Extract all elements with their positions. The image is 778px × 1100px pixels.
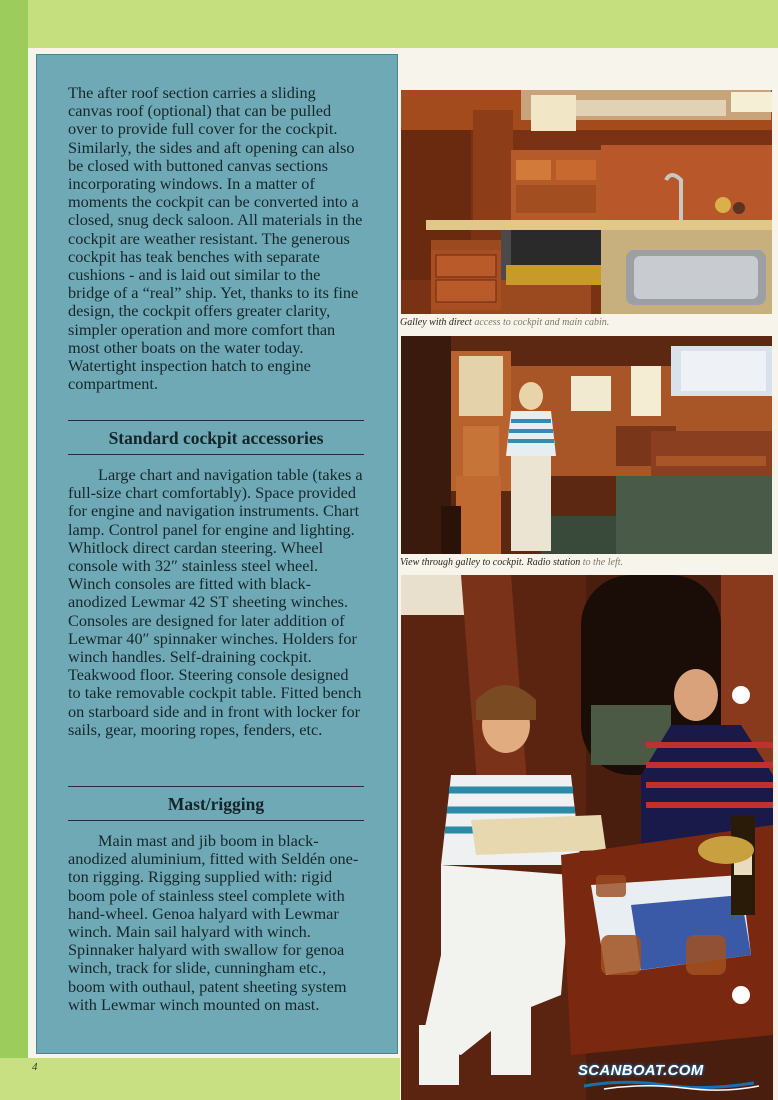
mast-rigging-paragraph: Main mast and jib boom in black-anodized aluminium, fitted with Seldén one-ton rigging. Rigging supplied with: rigid boom pole of stainless steel complete with hand-wheel. Genoa halyard with Lewmar winch. Main sail halyard with winch. Spinnaker halyard with swallow for genoa winch, track for slide, cunningham etc., boom with outhaul, patent sheeting system with Lewmar winch mounted on mast. [68, 831, 359, 1014]
galley-view-caption [400, 557, 772, 569]
heading-rule-bottom [68, 454, 364, 455]
intro-paragraph: The after roof section carries a sliding canvas roof (optional) that can be pulled over to provide full cover for the cockpit. Similarly, the sides and aft opening can also be closed with buttoned canvas sections incorporating windows. In a matter of moments the cockpit can be converted into a closed, snug deck saloon. All materials in the cockpit are weather resistant. The generous cockpit has teak benches with separate cushions - and is laid out similar to the bridge of a “real” ship. Yet, thanks to its fine design, the cockpit offers greater clarity, simpler operation and more comfort than most other boats on the water today. Watertight inspection hatch to engine compartment. [68, 83, 363, 394]
cockpit-accessories-paragraph: Large chart and navigation table (takes a full-size chart comfortably). Space provided for engine and navigation instruments. Chart lamp. Control panel for engine and lighting. Whitlock direct cardan steering. Wheel console with 32″ stainless steel wheel. Winch consoles are fitted with black-anodized Lewmar 42 ST sheeting winches. Consoles are designed for later addition of Lewmar 40″ spinnaker winches. Holders for winch handles. Self-draining cockpit. Teakwood floor. Steering console designed to take removable cockpit table. Fitted bench on starboard side and in front with locker for sails, gear, mooring ropes, fenders, etc. [68, 465, 363, 739]
heading-rule-bottom [68, 820, 364, 821]
galley-view-caption-light: to the left. [582, 557, 624, 568]
page-left-band [0, 0, 28, 1100]
wave-logo-icon [584, 1077, 764, 1091]
galley-view-caption-main: View through galley to cockpit. Radio station [400, 557, 581, 568]
galley-caption-light: access to cockpit and main cabin. [474, 317, 610, 328]
galley-photo [401, 90, 772, 314]
page-bottom-band [0, 1058, 400, 1100]
galley-caption [400, 317, 772, 329]
page-number: 4 [32, 1061, 38, 1073]
saloon-photo [401, 575, 773, 1100]
section-heading-mast: Mast/rigging [167, 794, 265, 814]
heading-rule-top [68, 420, 364, 421]
heading-rule-top [68, 786, 364, 787]
galley-caption-main: Galley with direct [400, 317, 472, 328]
section-heading-cockpit: Standard cockpit accessories [108, 428, 324, 448]
galley-view-photo [401, 336, 772, 554]
page-top-band [0, 0, 778, 48]
scanboat-watermark: SCANBOAT.COM [578, 1062, 704, 1079]
